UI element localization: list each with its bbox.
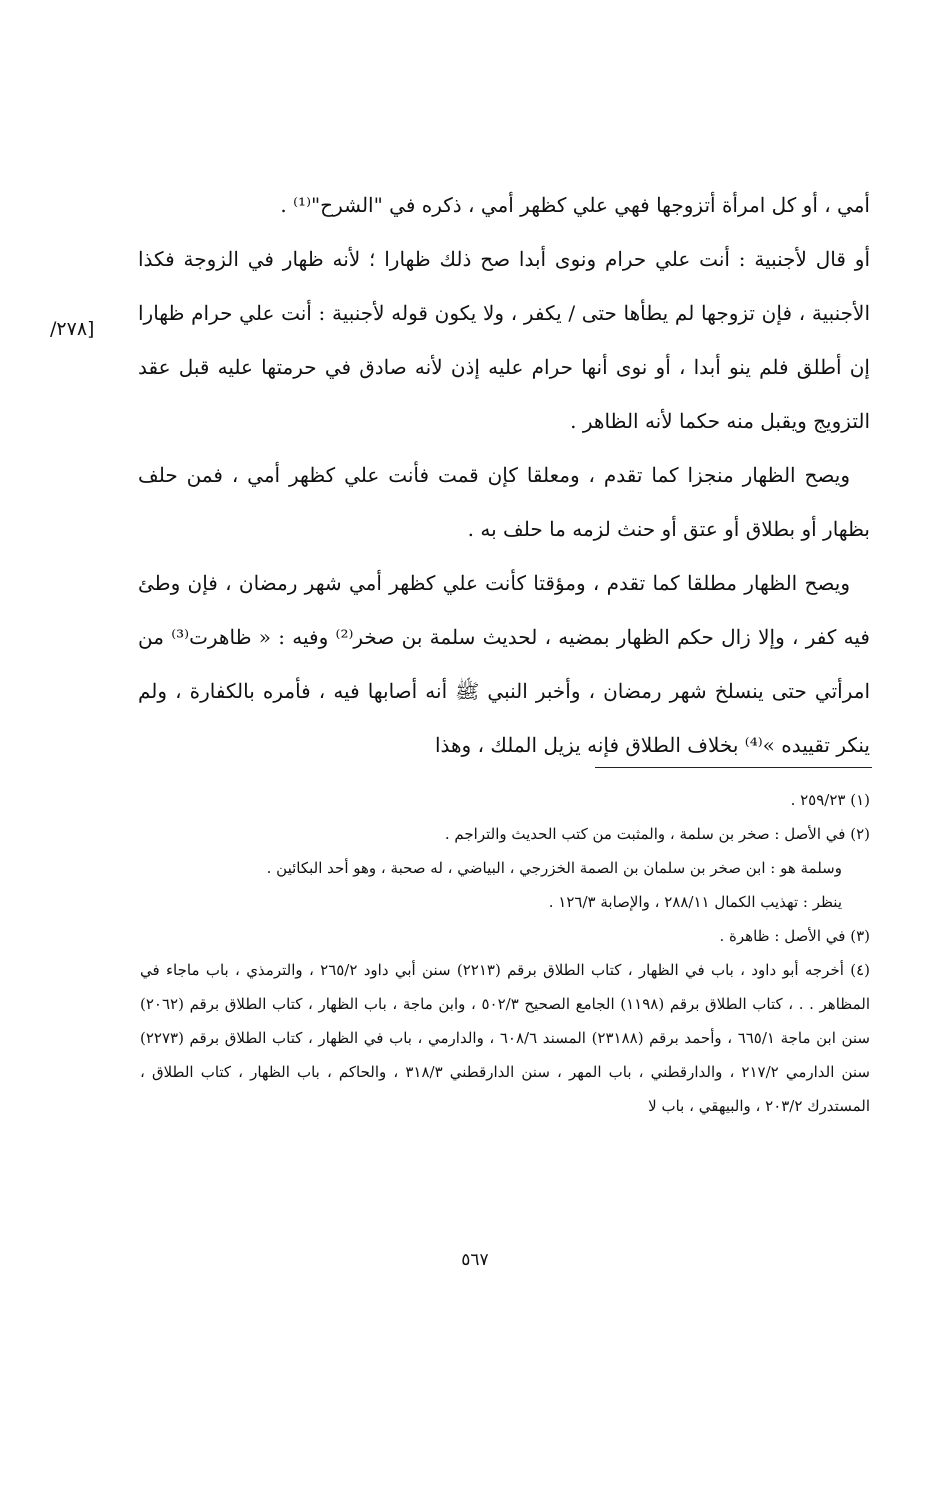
- footnote-separator: [595, 767, 872, 768]
- footnote: (١) ٢٥٩/٢٣ .: [790, 791, 870, 809]
- main-text: [138, 178, 870, 772]
- body-paragraph: أو قال لأجنبية : أنت علي حرام ونوى أبدا صح ذلك ظهارا ؛ لأنه ظهار في الزوجة فكذا الأجنبية ، فإن تزوجها لم يطأها حتى / يكفر ، ولا يكون قوله لأجنبية : أنت علي حرام ظهارا إن أطلق فلم ينو أبدا ، أو نوى أنها حرام عليه إذن لأنه صادق في حرمتها عليه قبل عقد التزويج ويقبل منه حكما لأنه الظاهر .: [138, 247, 870, 433]
- footnote: (٢) في الأصل : صخر بن سلمة ، والمثبت من كتب الحديث والتراجم .: [444, 825, 870, 843]
- footnote-continuation: وسلمة هو : ابن صخر بن سلمان بن الصمة الخزرجي ، البياضي ، له صحبة ، وهو أحد البكائين .: [266, 859, 842, 877]
- margin-page-reference: /٢٧٨]: [50, 318, 95, 340]
- footnotes: [140, 783, 870, 1123]
- body-paragraph: أمي ، أو كل امرأة أتزوجها فهي علي كظهر أمي ، ذكره في "الشرح"⁽¹⁾ .: [280, 193, 870, 217]
- footnote-continuation: ينظر : تهذيب الكمال ٢٨٨/١١ ، والإصابة ١٢٦/٣ .: [548, 893, 842, 911]
- body-paragraph: ويصح الظهار مطلقا كما تقدم ، ومؤقتا كأنت علي كظهر أمي شهر رمضان ، فإن وطئ فيه كفر ، وإلا زال حكم الظهار بمضيه ، لحديث سلمة بن صخر⁽²⁾ وفيه : « ظاهرت⁽³⁾ من امرأتي حتى ينسلخ شهر رمضان ، وأخبر النبي ﷺ أنه أصابها فيه ، فأمره بالكفارة ، ولم ينكر تقييده »⁽⁴⁾ بخلاف الطلاق فإنه يزيل الملك ، وهذا: [138, 571, 870, 757]
- footnote: (٤) أخرجه أبو داود ، باب في الظهار ، كتاب الطلاق برقم (٢٢١٣) سنن أبي داود ٢٦٥/٢ ، والترمذي ، باب ماجاء في المظاهر . . ، كتاب الطلاق برقم (١١٩٨) الجامع الصحيح ٥٠٢/٣ ، وابن ماجة ، باب الظهار ، كتاب الطلاق برقم (٢٠٦٢) سنن ابن ماجة ٦٦٥/١ ، وأحمد برقم (٢٣١٨٨) المسند ٦٠٨/٦ ، والدارمي ، باب في الظهار ، كتاب الطلاق برقم (٢٢٧٣) سنن الدارمي ٢١٧/٢ ، والدارقطني ، باب المهر ، سنن الدارقطني ٣١٨/٣ ، والحاكم ، باب الظهار ، كتاب الطلاق ، المستدرك ٢٠٣/٢ ، والبيهقي ، باب لا: [140, 961, 871, 1115]
- page-number: ٥٦٧: [461, 1250, 489, 1270]
- body-paragraph: ويصح الظهار منجزا كما تقدم ، ومعلقا كإن قمت فأنت علي كظهر أمي ، فمن حلف بظهار أو بطلاق أو عتق أو حنث لزمه ما حلف به .: [138, 463, 870, 541]
- footnote: (٣) في الأصل : ظاهرة .: [719, 927, 870, 945]
